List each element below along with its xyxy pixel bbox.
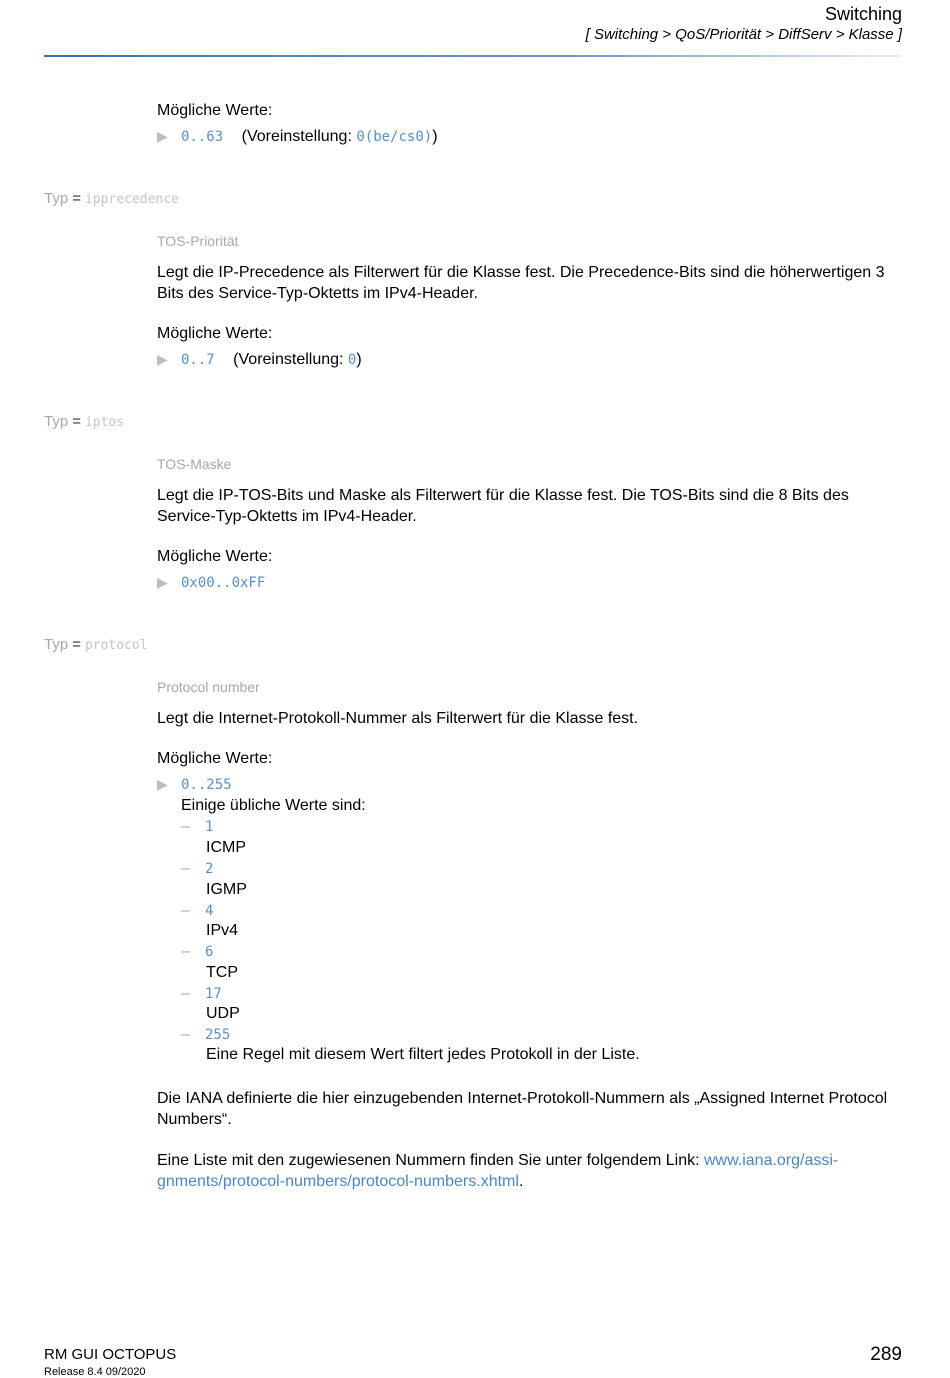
header-rule	[44, 55, 902, 57]
default-suffix: )	[356, 351, 362, 368]
typ-value: ipprecedence	[84, 192, 179, 207]
footer-release: Release 8.4 09/2020	[44, 1366, 146, 1378]
iana-link-part1[interactable]: www.iana.org/assi-	[703, 1152, 839, 1169]
page-header-title: Switching	[824, 4, 902, 24]
common-values-label: Einige übliche Werte sind:	[181, 797, 366, 814]
protocol-name: TCP	[206, 964, 238, 981]
default-prefix: (Voreinstellung:	[233, 351, 348, 368]
dash-bullet-icon: –	[181, 985, 190, 1002]
typ-heading	[44, 413, 124, 430]
default-suffix: )	[432, 128, 438, 145]
possible-values-label: Mögliche Werte:	[157, 750, 273, 767]
value-range: 0..63	[181, 129, 224, 145]
value-range: 0..255	[181, 777, 232, 793]
value-range: 0..7	[181, 352, 215, 368]
possible-values-label: Mögliche Werte:	[157, 548, 273, 565]
section-subtitle: TOS-Maske	[157, 456, 232, 472]
possible-values-label: Mögliche Werte:	[157, 102, 273, 119]
list-item	[181, 818, 213, 836]
typ-value: iptos	[84, 415, 125, 430]
typ-value: protocol	[84, 638, 148, 653]
list-item	[181, 860, 213, 878]
link-suffix: .	[518, 1173, 524, 1190]
footer-doc-title: RM GUI OCTOPUS	[44, 1346, 177, 1363]
typ-label: Typ	[44, 413, 69, 430]
dash-bullet-icon: –	[181, 1026, 190, 1043]
typ-eq: =	[72, 413, 81, 430]
typ-label: Typ	[44, 190, 69, 207]
protocol-number: 4	[205, 903, 214, 919]
link-paragraph	[157, 1150, 902, 1192]
typ-label: Typ	[44, 636, 69, 653]
breadcrumb: [ Switching > QoS/Priorität > DiffServ > Klasse ]	[585, 26, 902, 43]
section-description: Legt die IP-TOS-Bits und Maske als Filterwert für die Klasse fest. Die TOS-Bits sind die 8 Bits des Service-Typ-Oktetts im IPv4-Header.	[157, 487, 849, 525]
default-prefix: (Voreinstellung:	[241, 128, 357, 145]
iana-paragraph: Die IANA definierte die hier einzugebenden Internet-Protokoll-Nummern als „Assigned Internet Protocol Numbers“.	[157, 1090, 888, 1128]
typ-heading	[44, 636, 148, 653]
list-item	[181, 985, 222, 1003]
protocol-number: 6	[205, 944, 214, 960]
triangle-bullet-icon: ▶	[157, 128, 168, 144]
dash-bullet-icon: –	[181, 860, 190, 877]
dash-bullet-icon: –	[181, 943, 190, 960]
value-range-row	[157, 776, 232, 794]
section-subtitle: TOS-Priorität	[157, 233, 239, 249]
dash-bullet-icon: –	[181, 818, 190, 835]
protocol-number: 2	[205, 861, 214, 877]
triangle-bullet-icon: ▶	[157, 351, 168, 367]
triangle-bullet-icon: ▶	[157, 574, 168, 590]
value-range-row	[157, 128, 438, 146]
section-description: Legt die IP-Precedence als Filterwert für die Klasse fest. Die Precedence-Bits sind die höherwertigen 3 Bits des Service-Typ-Oktetts im IPv4-Header.	[157, 264, 885, 302]
page-number: 289	[870, 1344, 902, 1365]
typ-eq: =	[72, 190, 81, 207]
protocol-name: IGMP	[206, 881, 247, 898]
protocol-number: 255	[205, 1027, 231, 1043]
value-range-row	[157, 574, 265, 592]
protocol-number: 17	[205, 986, 222, 1002]
section-description: Legt die Internet-Protokoll-Nummer als Filterwert für die Klasse fest.	[157, 710, 639, 727]
protocol-name: IPv4	[206, 922, 239, 939]
default-value: 0	[347, 352, 357, 368]
protocol-number: 1	[205, 819, 214, 835]
typ-heading	[44, 190, 179, 207]
dash-bullet-icon: –	[181, 902, 190, 919]
protocol-name: Eine Regel mit diesem Wert filtert jedes Protokoll in der Liste.	[206, 1046, 640, 1063]
triangle-bullet-icon: ▶	[157, 776, 168, 792]
list-item	[181, 1026, 230, 1044]
value-range: 0x00..0xFF	[181, 575, 266, 591]
section-subtitle: Protocol number	[157, 679, 260, 695]
default-value: 0(be/cs0)	[356, 129, 433, 145]
protocol-name: UDP	[206, 1005, 240, 1022]
list-item	[181, 902, 213, 920]
link-prefix: Eine Liste mit den zugewiesenen Nummern finden Sie unter folgendem Link:	[157, 1152, 704, 1169]
typ-eq: =	[72, 636, 81, 653]
value-range-row	[157, 351, 362, 369]
list-item	[181, 943, 213, 961]
iana-link-part2[interactable]: gnments/protocol-numbers/protocol-numbers.xhtml	[157, 1173, 519, 1190]
possible-values-label: Mögliche Werte:	[157, 325, 273, 342]
protocol-name: ICMP	[206, 839, 246, 856]
